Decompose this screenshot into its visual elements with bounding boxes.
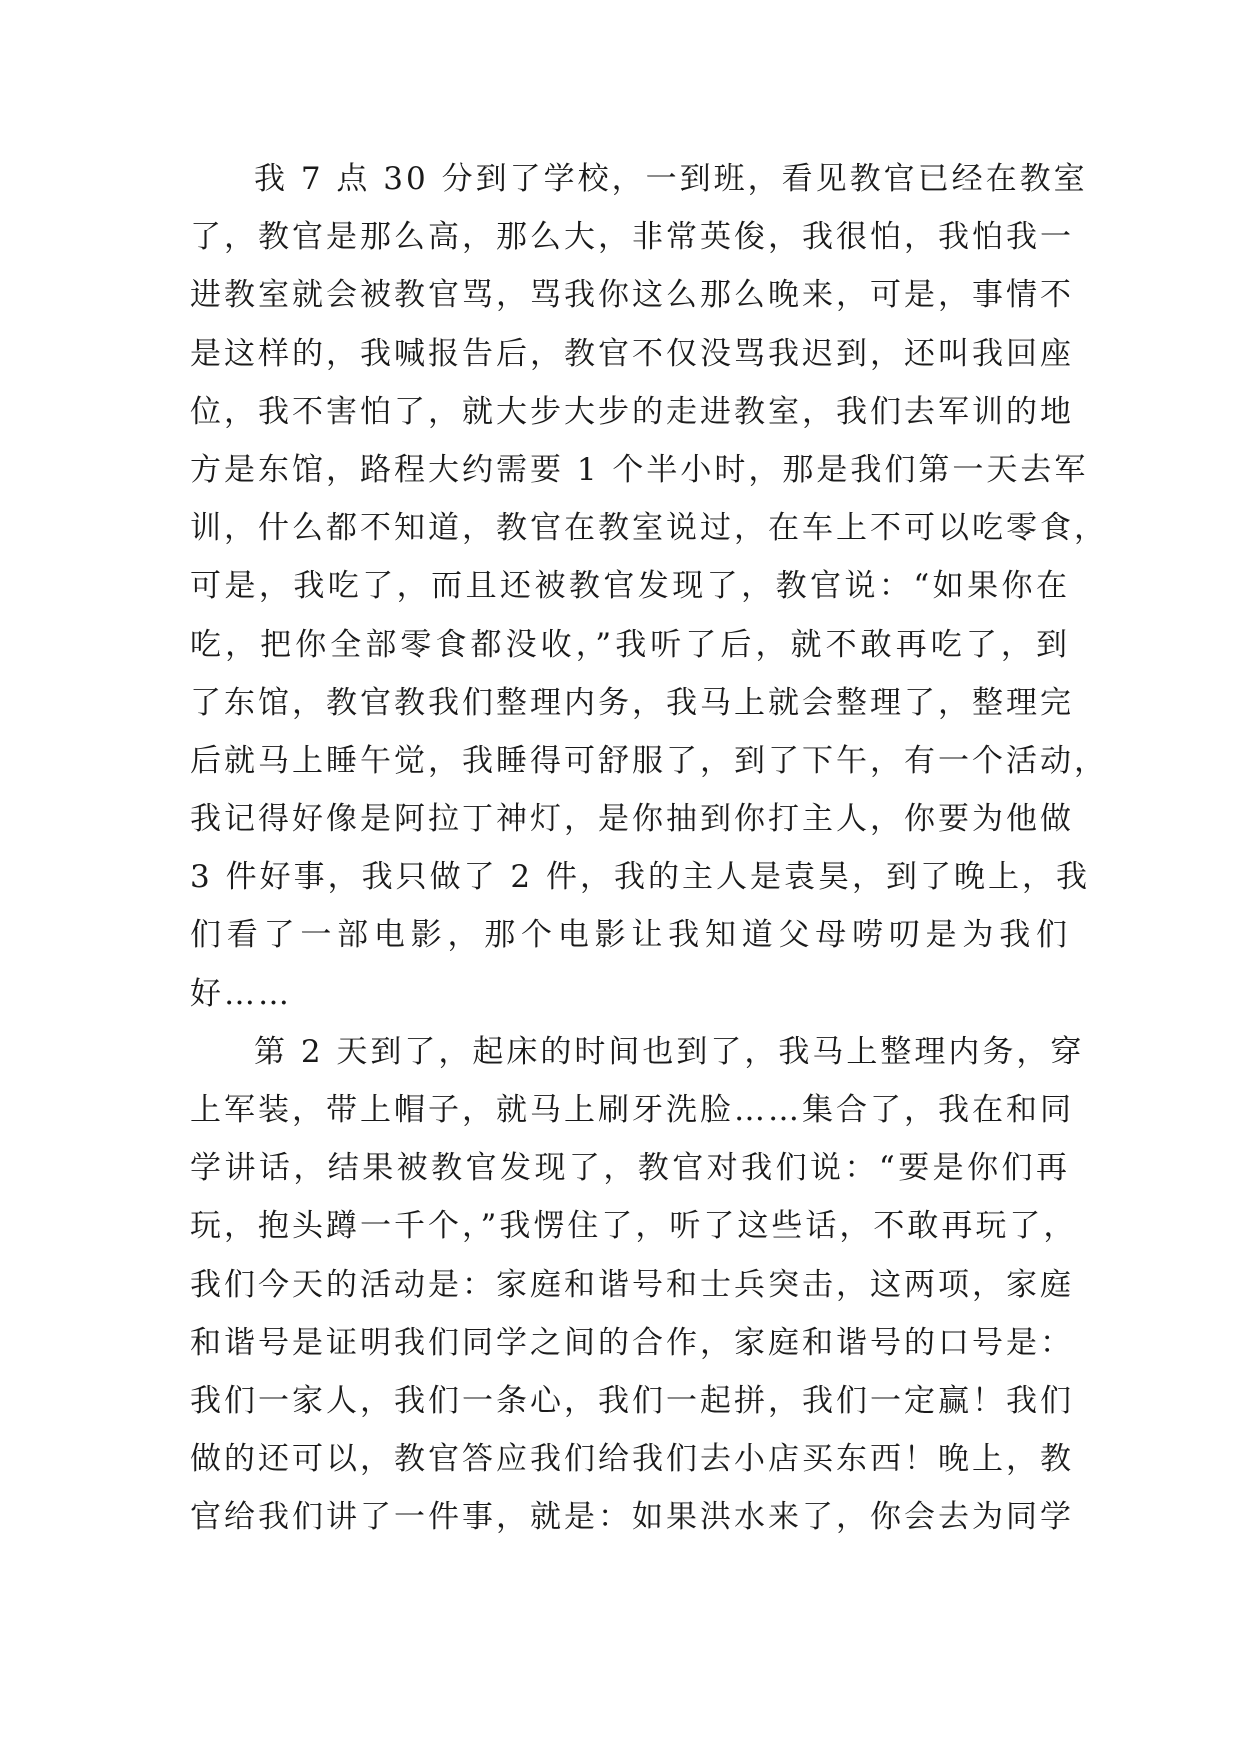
- text-line: 我 7 点 30 分到了学校，一到班，看见教官已经在教室: [254, 161, 1088, 197]
- text-line: 上军装，带上帽子，就马上刷牙洗脸……集合了，我在和同: [190, 1092, 1074, 1128]
- body-text: [190, 150, 1108, 1547]
- text-line: 后就马上睡午觉，我睡得可舒服了，到了下午，有一个活动，: [190, 742, 1108, 779]
- text-line: 官给我们讲了一件事，就是：如果洪水来了，你会去为同学: [190, 1499, 1074, 1536]
- text-line: 3 件好事，我只做了 2 件，我的主人是袁昊，到了晚上，我: [190, 859, 1091, 896]
- text-line: 我记得好像是阿拉丁神灯，是你抽到你打主人，你要为他做: [190, 801, 1074, 838]
- text-line: 吃，把你全部零食都没收，”我听了后，就不敢再吃了，到: [190, 626, 1070, 663]
- text-line: 我们今天的活动是：家庭和谐号和士兵突击，这两项，家庭: [190, 1266, 1074, 1303]
- text-line: 和谐号是证明我们同学之间的合作，家庭和谐号的口号是：: [190, 1324, 1074, 1361]
- text-line: 学讲话，结果被教官发现了，教官对我们说：“要是你们再: [190, 1150, 1070, 1187]
- text-line: 是这样的，我喊报告后，教官不仅没骂我迟到，还叫我回座: [190, 335, 1074, 372]
- text-line: 好……: [190, 975, 292, 1012]
- text-line: 了东馆，教官教我们整理内务，我马上就会整理了，整理完: [190, 684, 1074, 721]
- text-line: 们看了一部电影，那个电影让我知道父母唠叨是为我们: [190, 917, 1070, 954]
- text-line: 位，我不害怕了，就大步大步的走进教室，我们去军训的地: [190, 393, 1074, 430]
- text-line: 训，什么都不知道，教官在教室说过，在车上不可以吃零食，: [190, 510, 1108, 547]
- text-line: 做的还可以，教官答应我们给我们去小店买东西！晚上，教: [190, 1441, 1074, 1478]
- text-line: 可是，我吃了，而且还被教官发现了，教官说：“如果你在: [190, 568, 1070, 605]
- text-line: 第 2 天到了，起床的时间也到了，我马上整理内务，穿: [254, 1033, 1085, 1070]
- text-line: 了，教官是那么高，那么大，非常英俊，我很怕，我怕我一: [190, 219, 1074, 256]
- paragraph-1: [190, 150, 1108, 1023]
- text-line: 方是东馆，路程大约需要 1 个半小时，那是我们第一天去军: [190, 451, 1089, 488]
- text-line: 玩，抱头蹲一千个，”我愣住了，听了这些话，不敢再玩了，: [190, 1208, 1078, 1245]
- text-line: 我们一家人，我们一条心，我们一起拼，我们一定赢！我们: [190, 1382, 1074, 1419]
- text-line: 进教室就会被教官骂，骂我你这么那么晚来，可是，事情不: [190, 277, 1074, 314]
- paragraph-2: [190, 1023, 1085, 1547]
